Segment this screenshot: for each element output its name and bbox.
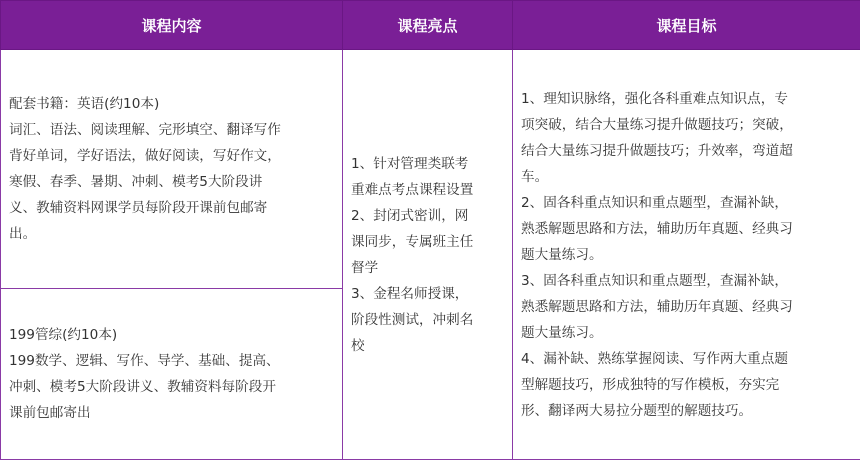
content-line: 背好单词，学好语法，做好阅读，写好作文， bbox=[9, 143, 334, 169]
highlight-line: 3、金程名师授课， bbox=[351, 281, 504, 307]
goal-line: 1、理知识脉络，强化各科重难点知识点，专 bbox=[521, 86, 852, 112]
goal-line: 熟悉解题思路和方法，辅助历年真题、经典习 bbox=[521, 216, 852, 242]
goal-line: 3、固各科重点知识和重点题型，查漏补缺， bbox=[521, 268, 852, 294]
header-course-content: 课程内容 bbox=[1, 1, 343, 50]
header-row bbox=[1, 1, 860, 50]
table-row bbox=[1, 50, 860, 289]
content-cell-english bbox=[1, 50, 343, 289]
highlight-line: 阶段性测试，冲刺名 bbox=[351, 307, 504, 333]
goal-line: 型解题技巧，形成独特的写作模板，夯实完 bbox=[521, 372, 852, 398]
content-title: 配套书籍：英语(约10本) bbox=[9, 91, 334, 117]
goal-line: 项突破，结合大量练习提升做题技巧；突破， bbox=[521, 112, 852, 138]
content-title: 199管综(约10本) bbox=[9, 322, 334, 348]
header-course-highlights: 课程亮点 bbox=[343, 1, 513, 50]
content-line: 义、教辅资料网课学员每阶段开课前包邮寄 bbox=[9, 195, 334, 221]
goal-line: 2、固各科重点知识和重点题型，查漏补缺， bbox=[521, 190, 852, 216]
content-cell-management bbox=[1, 289, 343, 460]
goal-line: 车。 bbox=[521, 164, 852, 190]
goal-line: 结合大量练习提升做题技巧；升效率，弯道超 bbox=[521, 138, 852, 164]
content-line: 冲刺、模考5大阶段讲义、教辅资料每阶段开 bbox=[9, 374, 334, 400]
highlight-line: 课同步，专属班主任 bbox=[351, 229, 504, 255]
goals-cell bbox=[513, 50, 860, 460]
goal-line: 熟悉解题思路和方法，辅助历年真题、经典习 bbox=[521, 294, 852, 320]
goal-line: 题大量练习。 bbox=[521, 242, 852, 268]
goal-line: 4、漏补缺、熟练掌握阅读、写作两大重点题 bbox=[521, 346, 852, 372]
header-course-goals: 课程目标 bbox=[513, 1, 860, 50]
goal-line: 形、翻译两大易拉分题型的解题技巧。 bbox=[521, 398, 852, 424]
highlight-line: 校 bbox=[351, 333, 504, 359]
content-line: 词汇、语法、阅读理解、完形填空、翻译写作 bbox=[9, 117, 334, 143]
highlight-line: 督学 bbox=[351, 255, 504, 281]
highlight-line: 1、针对管理类联考 bbox=[351, 151, 504, 177]
content-line: 课前包邮寄出 bbox=[9, 400, 334, 426]
goal-line: 题大量练习。 bbox=[521, 320, 852, 346]
highlights-cell bbox=[343, 50, 513, 460]
highlight-line: 重难点考点课程设置 bbox=[351, 177, 504, 203]
content-line: 寒假、春季、暑期、冲刺、模考5大阶段讲 bbox=[9, 169, 334, 195]
content-line: 出。 bbox=[9, 221, 334, 247]
content-line: 199数学、逻辑、写作、导学、基础、提高、 bbox=[9, 348, 334, 374]
highlight-line: 2、封闭式密训，网 bbox=[351, 203, 504, 229]
